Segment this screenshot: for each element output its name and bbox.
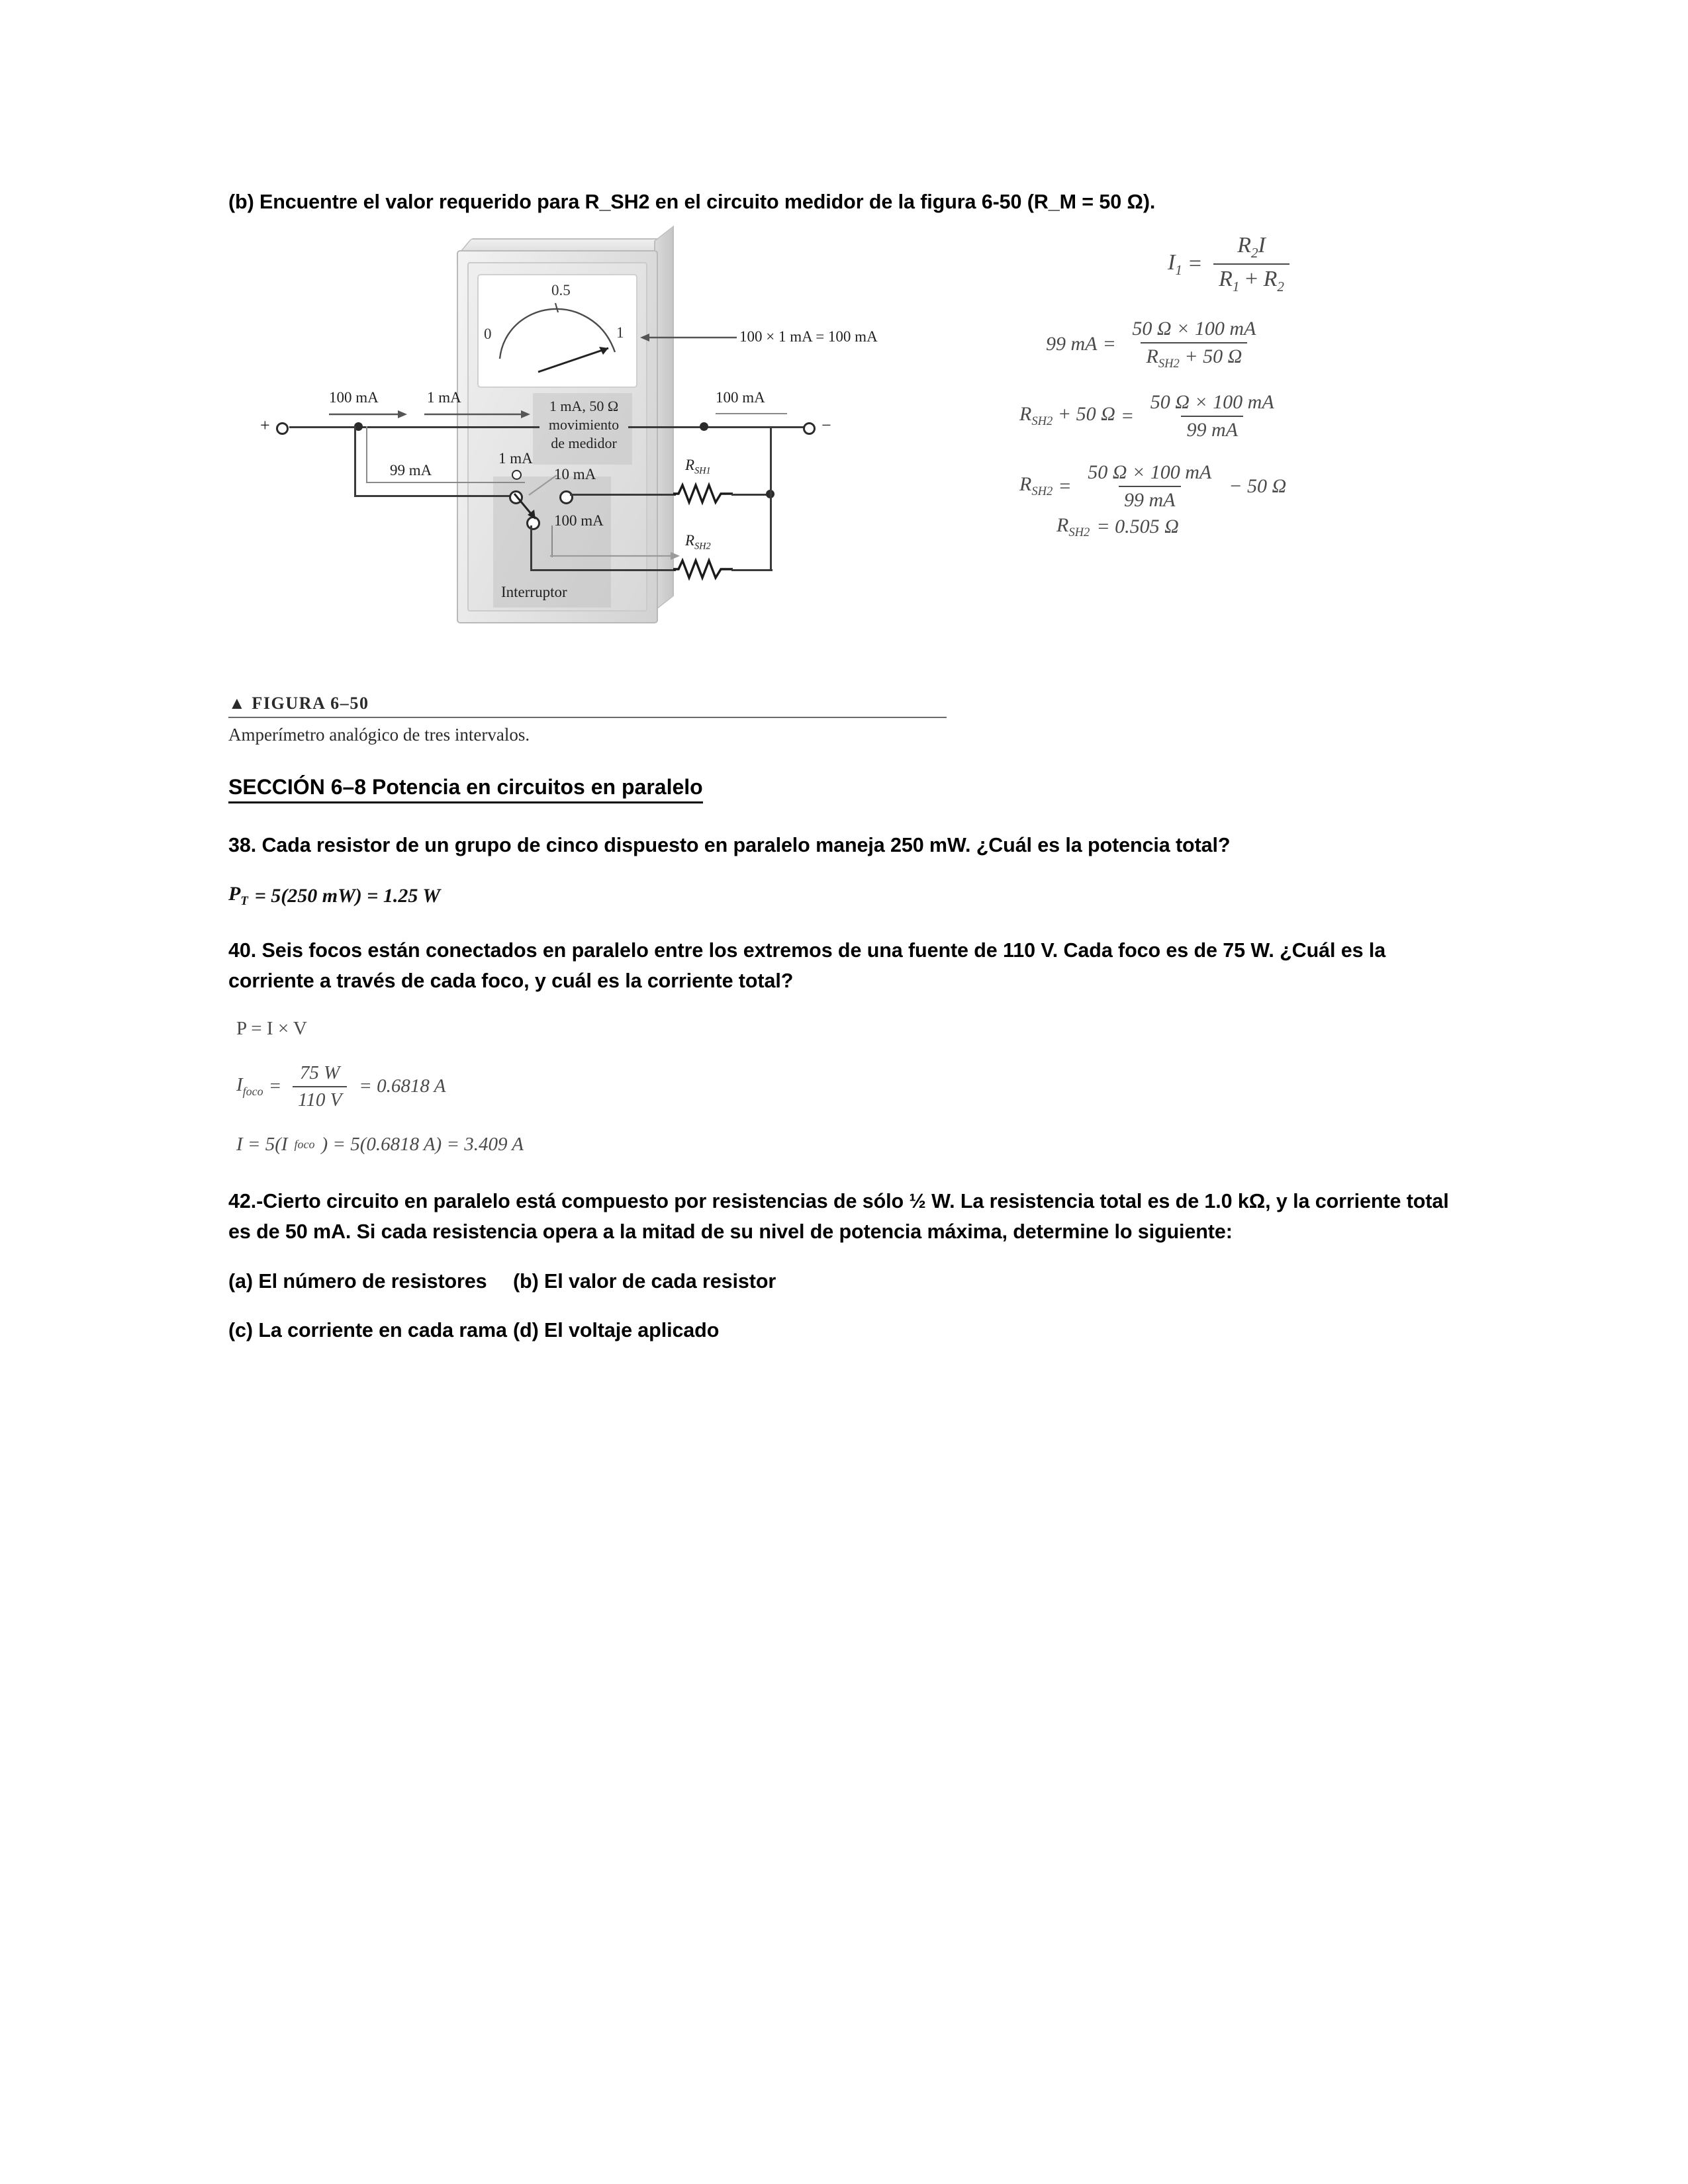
eq4-lhs-sub: SH2 xyxy=(1031,484,1053,499)
eq2-den-tail: + 50 Ω xyxy=(1184,345,1243,367)
resistor-rsh1-icon xyxy=(673,482,734,506)
eq2-den-sub: SH2 xyxy=(1158,356,1180,371)
eq4-denominator: 99 mA xyxy=(1119,486,1181,512)
eq1-den-plus: + xyxy=(1244,267,1258,292)
wire-to-rsh2 xyxy=(530,569,676,571)
page-content xyxy=(228,187,1460,1345)
eq1-den-r1-sub: 1 xyxy=(1232,278,1240,295)
problem-42-row-2 xyxy=(228,1315,1460,1345)
solution-equations-b xyxy=(1019,233,1443,540)
figure-rule xyxy=(228,717,947,718)
equation-result xyxy=(1019,514,1443,540)
wire-rsh2-to-right xyxy=(731,569,773,571)
wire-right-rail xyxy=(770,494,772,571)
scale-label-full: 1 xyxy=(616,324,624,341)
rsh2-sub: SH2 xyxy=(694,541,711,552)
label-switch-100ma: 100 mA xyxy=(554,512,604,529)
label-output-current: 100 mA xyxy=(716,389,765,406)
eq5-lhs-sub: SH2 xyxy=(1068,525,1090,539)
p40-ifoco-equation xyxy=(236,1062,1460,1111)
figure-number-text: FIGURA 6–50 xyxy=(252,694,369,713)
triangle-icon: ▲ xyxy=(228,694,247,713)
p40-ifoco-sub: foco xyxy=(242,1085,263,1099)
p40-ifoco-base: I xyxy=(236,1074,243,1096)
problem-42-sub-b: (b) El valor de cada resistor xyxy=(513,1269,776,1293)
problem-40-equations xyxy=(236,1018,1460,1156)
eq1-num-base: R xyxy=(1237,233,1251,258)
label-input-current: 100 mA xyxy=(329,389,379,406)
eq4-numerator: 50 Ω × 100 mA xyxy=(1088,461,1212,483)
meter-movement-label xyxy=(534,397,633,452)
p40-total-sub: foco xyxy=(294,1137,315,1151)
callout-100x1ma: 100 × 1 mA = 100 mA xyxy=(739,328,878,345)
figure-6-50 xyxy=(228,226,1460,690)
section-heading-wrap xyxy=(228,774,1460,803)
p40-total-head: I = 5(I xyxy=(236,1133,288,1155)
wire-99ma-vertical xyxy=(366,426,367,482)
output-underline xyxy=(716,413,787,414)
wire-to-rsh1 xyxy=(570,494,676,496)
equation-current-divider xyxy=(1019,233,1443,295)
movement-arrow-icon xyxy=(424,409,532,421)
p38-body: = 5(250 mW) = 1.25 W xyxy=(254,884,440,907)
wire-main-right xyxy=(628,426,804,428)
equation-rearranged xyxy=(1019,391,1443,441)
eq2-equals: = xyxy=(1103,333,1115,355)
eq2-numerator: 50 Ω × 100 mA xyxy=(1132,317,1256,340)
input-arrow-icon xyxy=(329,409,408,421)
eq5-lhs-base: R xyxy=(1056,514,1069,536)
eq3-lhs-tail: + 50 Ω xyxy=(1057,403,1115,426)
rsh2-guide-arrow-icon xyxy=(550,551,682,563)
p40-power-formula: P = I × V xyxy=(236,1017,307,1039)
p38-lhs-sub: T xyxy=(240,894,248,909)
terminal-negative xyxy=(803,422,816,435)
wire-to-switch-common xyxy=(354,495,513,497)
eq3-lhs-sub: SH2 xyxy=(1031,414,1053,429)
problem-42-sub-c: (c) La corriente en cada rama xyxy=(228,1318,507,1342)
p40-total-equation xyxy=(236,1134,1460,1156)
eq3-equals: = xyxy=(1121,404,1133,427)
terminal-plus-sign: + xyxy=(260,416,270,435)
scale-label-mid: 0.5 xyxy=(551,282,571,299)
movement-line-2: movimiento xyxy=(548,416,620,433)
p38-lhs-base: P xyxy=(228,883,241,905)
label-movement-current: 1 mA xyxy=(427,389,461,406)
eq2-den-base: R xyxy=(1146,345,1158,367)
label-99ma: 99 mA xyxy=(390,462,432,479)
section-heading: SECCIÓN 6–8 Potencia en circuitos en paralelo xyxy=(228,774,703,803)
eq4-lhs-base: R xyxy=(1019,473,1032,496)
eq1-den-r1: R xyxy=(1219,267,1233,292)
eq3-numerator: 50 Ω × 100 mA xyxy=(1150,390,1274,413)
question-part-b: (b) Encuentre el valor requerido para R_SH2 en el circuito medidor de la figura 6-50 (R_M = 50 Ω). xyxy=(228,191,1156,213)
wire-100ma-down xyxy=(530,525,532,570)
eq5-result: = 0.505 Ω xyxy=(1096,516,1179,538)
label-interruptor: Interruptor xyxy=(501,584,567,601)
eq2-lhs: 99 mA xyxy=(1046,333,1098,355)
problem-42-text: 42.-Cierto circuito en paralelo está compuesto por resistencias de sólo ½ W. La resistencia total es de 1.0 kΩ, y la corriente total es de 50 mA. Si cada resistencia opera a la mitad de su nivel de potencia máxima, determine lo siguiente: xyxy=(228,1189,1449,1244)
problem-38-text: 38. Cada resistor de un grupo de cinco dispuesto en paralelo maneja 250 mW. ¿Cuál es la potencia total? xyxy=(228,833,1231,856)
p40-equals-1: = xyxy=(269,1075,281,1097)
terminal-positive xyxy=(276,422,289,435)
switch-link-icon xyxy=(513,473,566,502)
eq1-den-r2-sub: 2 xyxy=(1277,278,1284,295)
p40-ifoco-num: 75 W xyxy=(299,1062,340,1083)
problem-42-sub-a: (a) El número de resistores xyxy=(228,1269,487,1293)
label-switch-1ma: 1 mA xyxy=(498,450,533,467)
terminal-minus-sign: − xyxy=(821,416,831,435)
callout-arrow-icon xyxy=(637,330,743,345)
resistor-rsh2-icon xyxy=(673,557,734,581)
label-rsh2 xyxy=(685,532,711,553)
rsh2-base: R xyxy=(685,532,695,549)
eq1-lhs: I xyxy=(1168,250,1176,275)
equation-substitute xyxy=(1019,318,1443,371)
wire-right-up xyxy=(770,426,772,494)
eq4-tail: − 50 Ω xyxy=(1229,475,1287,497)
eq1-den-r2: R xyxy=(1263,267,1278,292)
problem-42-sub-d: (d) El voltaje aplicado xyxy=(513,1318,720,1342)
eq1-equals: = xyxy=(1188,251,1202,277)
figure-caption-block xyxy=(228,694,957,745)
eq4-equals: = xyxy=(1059,475,1071,497)
wire-main-left xyxy=(289,426,539,428)
p40-ifoco-den: 110 V xyxy=(293,1086,347,1111)
wire-99ma-horizontal xyxy=(366,482,525,483)
label-switch-10ma: 10 mA xyxy=(554,466,596,483)
problem-42-row-1 xyxy=(228,1266,1460,1297)
problem-40-text: 40. Seis focos están conectados en paralelo entre los extremos de una fuente de 110 V. Cada foco es de 75 W. ¿Cuál es la corriente a través de cada foco, y cuál es la corriente total? xyxy=(228,939,1386,993)
eq1-num-sub: 2 xyxy=(1250,245,1258,261)
rsh1-base: R xyxy=(685,457,695,474)
eq3-denominator: 99 mA xyxy=(1181,416,1243,441)
eq3-lhs-base: R xyxy=(1019,403,1032,426)
label-rsh1 xyxy=(685,457,711,477)
rsh1-sub: SH1 xyxy=(694,465,711,477)
figure-description: Amperímetro analógico de tres intervalos. xyxy=(228,725,530,745)
eq1-lhs-sub: 1 xyxy=(1175,261,1182,278)
movement-line-1: 1 mA, 50 Ω xyxy=(549,398,619,415)
movement-line-3: de medidor xyxy=(551,434,617,451)
wire-node-down xyxy=(354,426,356,496)
equation-solved xyxy=(1019,461,1443,512)
eq1-num-tail: I xyxy=(1258,233,1266,258)
problem-38-answer xyxy=(228,883,1460,909)
p40-ifoco-result: = 0.6818 A xyxy=(359,1075,446,1097)
p40-total-tail: ) = 5(0.6818 A) = 3.409 A xyxy=(321,1133,524,1155)
scale-label-zero: 0 xyxy=(484,326,492,343)
figure-number xyxy=(228,694,369,713)
node-right xyxy=(700,422,708,431)
